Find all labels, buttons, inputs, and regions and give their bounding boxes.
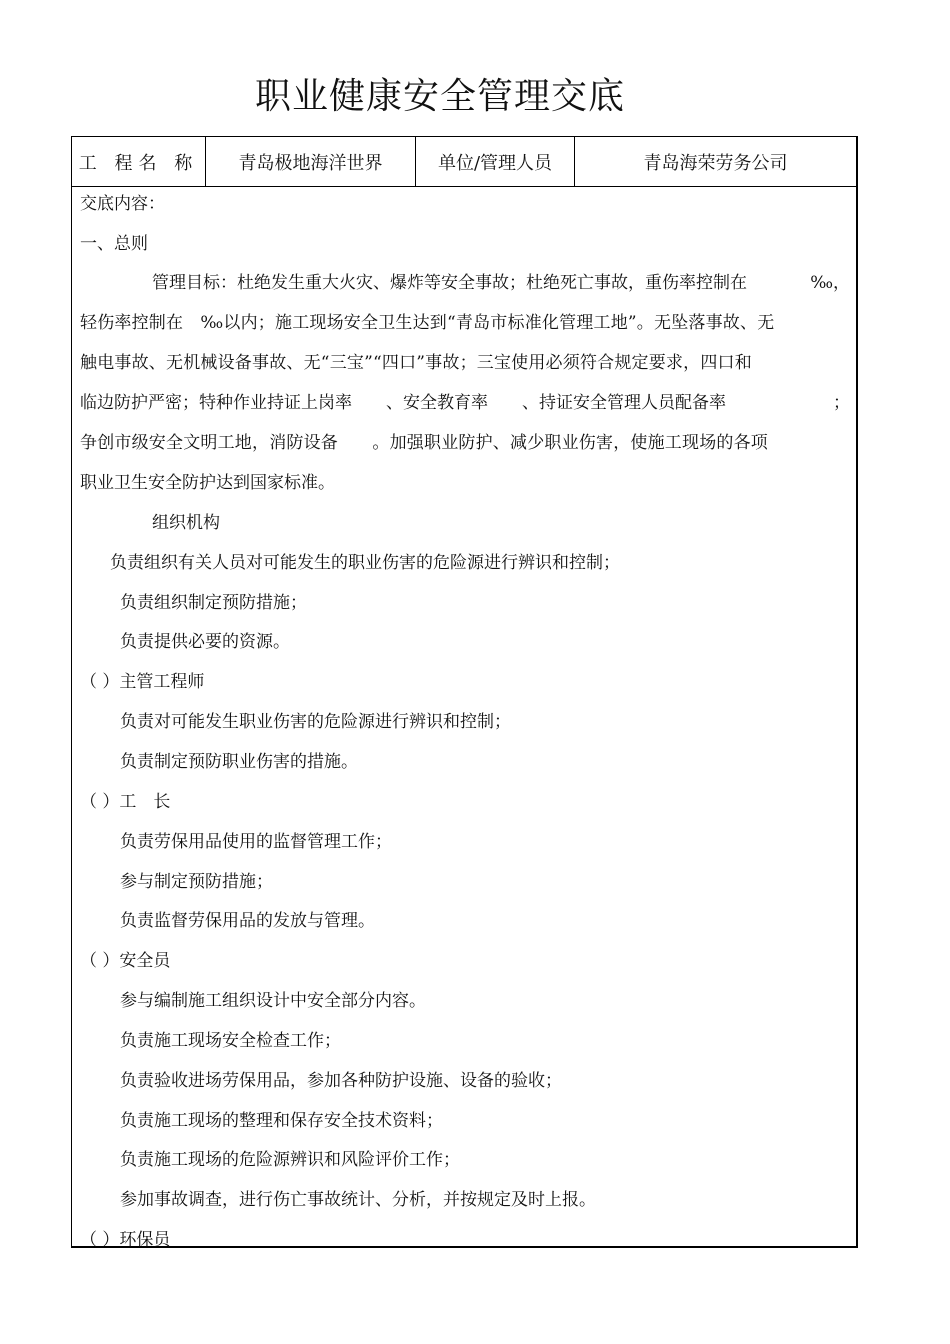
org-item: 负责组织有关人员对可能发生的职业伤害的危险源进行辨识和控制； (110, 553, 620, 573)
goal-line: 触电事故、无机械设备事故、无“三宝”“四口”事故；三宝使用必须符合规定要求，四口和 (80, 353, 752, 373)
role-safety: （ ）安全员 (80, 951, 171, 971)
engineer-item: 负责对可能发生职业伤害的危险源进行辨识和控制； (120, 712, 511, 732)
role-env: （ ）环保员 (80, 1230, 171, 1250)
safety-item: 负责施工现场的危险源辨识和风险评价工作； (120, 1150, 460, 1170)
goal-line (80, 268, 850, 293)
goal-text: ‰， (810, 273, 850, 293)
document-title: 职业健康安全管理交底 (254, 76, 625, 117)
intro-label: 交底内容： (80, 194, 165, 214)
safety-item: 负责施工现场的整理和保存安全技术资料； (120, 1111, 443, 1131)
unit-value: 青岛海荣劳务公司 (643, 152, 788, 174)
goal-line (80, 388, 850, 413)
foreman-item: 负责劳保用品使用的监督管理工作； (120, 832, 392, 852)
safety-item: 负责施工现场安全检查工作； (120, 1031, 341, 1051)
role-foreman: （ ）工 长 (80, 792, 171, 812)
safety-item: 参加事故调查，进行伤亡事故统计、分析，并按规定及时上报。 (120, 1190, 596, 1210)
goal-line: 职业卫生安全防护达到国家标准。 (80, 473, 335, 493)
goal-line: 争创市级安全文明工地，消防设备 。加强职业防护、减少职业伤害，使施工现场的各项 (80, 433, 768, 453)
unit-label: 单位/管理人员 (416, 137, 575, 186)
role-engineer: （ ）主管工程师 (80, 672, 205, 692)
section-general: 一、总则 (80, 234, 148, 254)
goal-line: 轻伤率控制在 ‰以内；施工现场安全卫生达到“青岛市标准化管理工地”。无坠落事故、无 (80, 313, 775, 333)
safety-item: 负责验收进场劳保用品，参加各种防护设施、设备的验收； (120, 1071, 562, 1091)
goal-text: 管理目标：杜绝发生重大火灾、爆炸等安全事故；杜绝死亡事故，重伤率控制在 (152, 273, 747, 293)
project-name-label: 工 程名 称 (72, 137, 206, 186)
foreman-item: 负责监督劳保用品的发放与管理。 (120, 911, 375, 931)
engineer-item: 负责制定预防职业伤害的措施。 (120, 752, 358, 772)
goal-text: ； (833, 393, 850, 413)
org-title: 组织机构 (152, 513, 220, 533)
org-item: 负责提供必要的资源。 (120, 632, 290, 652)
foreman-item: 参与制定预防措施； (120, 872, 273, 892)
safety-item: 参与编制施工组织设计中安全部分内容。 (120, 991, 426, 1011)
disclosure-form (71, 136, 858, 1248)
org-item: 负责组织制定预防措施； (120, 593, 307, 613)
header-row (72, 137, 856, 187)
goal-text: 临边防护严密；特种作业持证上岗率 、安全教育率 、持证安全管理人员配备率 (80, 393, 726, 413)
project-name-value: 青岛极地海洋世界 (206, 137, 416, 186)
